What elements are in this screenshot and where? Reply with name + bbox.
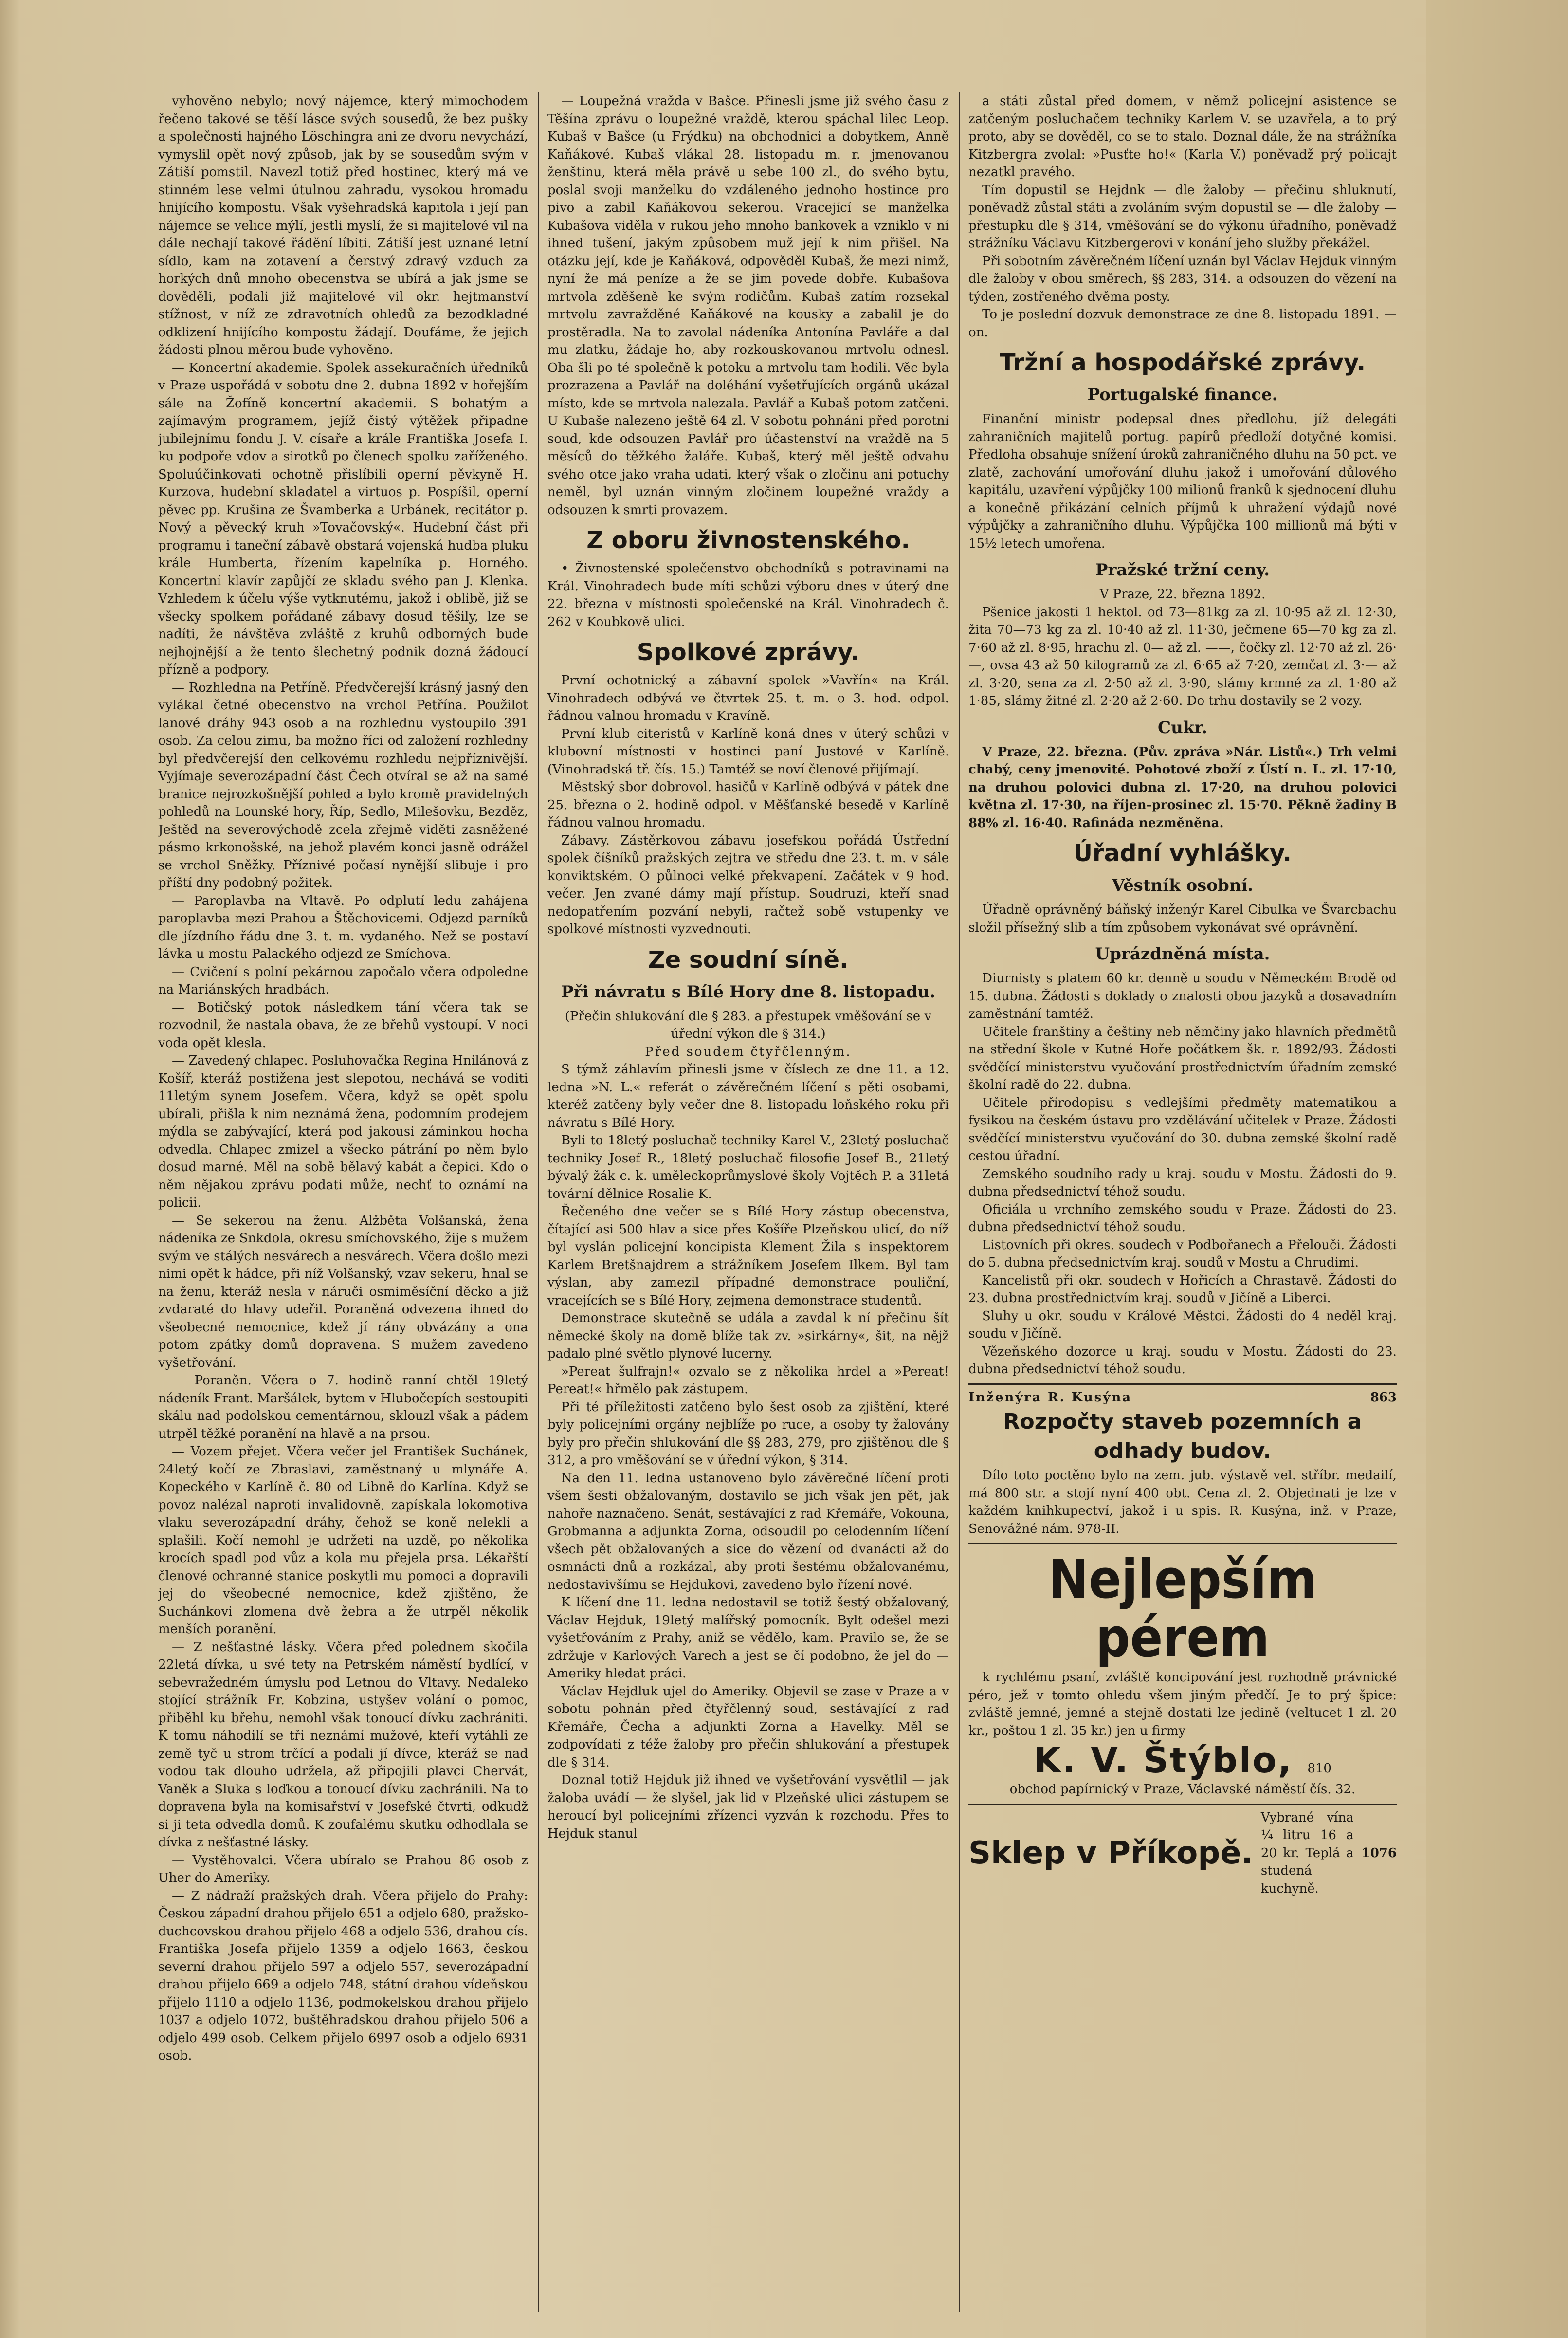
advert-stryblo bbox=[968, 1543, 1397, 1799]
vacancy-item: Vězeňského dozorce u kraj. soudu v Mostu. Žádosti do 23. dubna předsednictví téhož soudu. bbox=[968, 1344, 1397, 1377]
article-boticsky-potok: — Botičský potok následkem tání včera tak se rozvodnil, že nastala obava, že ze břehů vystoupí. V noci voda opět klesla. bbox=[158, 1000, 528, 1050]
article-heading-bila-hora: Při návratu s Bílé Hory dne 8. listopadu. bbox=[561, 982, 936, 1002]
article-vozem-prejet: — Vozem přejet. Včera večer jel František Suchánek, 24letý kočí ze Zbraslavi, zaměstnaný u mlynáře A. Kopeckého v Karlíně č. 80 od Libně do Karlína. Když se povoz nalézal naproti invalidovně, zapískala lokomotiva vlaku severozápadní dráhy, čehož se koně nelekli a splašili. Kočí nemohl je udržeti na uzdě, po několika krocích spadl pod vůz a kola mu přejela prsa. Lékařští členové ochranné stanice poskytli mu pomoci a dopravili jej do všeobecné nemocnice, kdež zjištěno, že Suchánkovi zlomena dvě žebra a že utrpěl několik menších poranění. bbox=[158, 1444, 528, 1637]
advert-address: obchod papírnický v Praze, Václavské náměstí čís. 32. bbox=[1009, 1782, 1356, 1797]
page-right-margin bbox=[1426, 0, 1568, 2338]
vacancy-item: Učitele franštiny a češtiny neb němčiny jako hlavních předmětů na střední škole v Kutné Hoře počátkem šk. r. 1892/93. Žádosti svědčící ministerstvu vyučování prostřednictvím úřadním zemské školní radě do 22. dubna. bbox=[968, 1024, 1397, 1092]
section-heading-zivnost: Z oboru živnostenského. bbox=[586, 527, 910, 554]
advert-number: 863 bbox=[1370, 1390, 1397, 1405]
column-2 bbox=[547, 92, 949, 2312]
spolkove-item: První ochotnický a zábavní spolek »Vavřín« na Král. Vinohradech odbývá ve čtvrtek 25. t. m. o 3. hod. odpol. řádnou valnou hromadu v Kravíně. bbox=[547, 673, 949, 723]
article-subheading: (Přečin shlukování dle § 283. a přestupek vměšování se v úřední výkon dle § 314.) bbox=[565, 1009, 932, 1041]
article-zatisi: vyhověno nebylo; nový nájemce, který mimochodem řečeno takové se těší lásce svých sousedů, že bez pušky a společnosti hajného Löschingra ani ze dvoru nevychází, vymyslil opět nový způsob, jak by se sousedům svým v Zátiší pomstil. Navezl totiž před hostinec, který má ve stinném lese velmi útulnou zahradu, vysokou hromadu hnijícího kompostu. Však vyšehradská kapitola i její pan nájemce se velice mýlí, jestli myslí, že si majitelové vil na dále nechají takové řádění líbiti. Zátiší jest uznané letní sídlo, kam na zotavení a čerstvý zdravý vzduch za horkých dnů mnoho obecenstva se ubírá a jak jsme se dověděli, podali již majitelové vil okr. hejtmanství stížnost, v níž ze zdravotních ohledů za bezodkladné odklizení hnijícího kompostu žádají. Doufáme, že jejich žádosti plnou měrou bude vyhověno. bbox=[158, 94, 528, 357]
bila-paragraph: K líčení dne 11. ledna nedostavil se totiž šestý obžalovaný, Václav Hejduk, 19letý malířský pomocník. Bylt odešel mezi vyšetřováním z Prahy, aniž se vědělo, kam. Pravilo se, že se zdržuje v Karlových Varech a jest se čí podobno, že jel do — Ameriky hledat práci. bbox=[547, 1595, 949, 1681]
vacancy-item: Učitele přírodopisu s vedlejšími předměty matematikou a fysikou na českém ústavu pro vzdělávání učitelek v Praze. Žádosti svědčící ministerstvu vyučování do 30. dubna zemské školní radě cestou úřadní. bbox=[968, 1095, 1397, 1163]
column-3 bbox=[968, 92, 1397, 2312]
spolkove-item: Městský sbor dobrovol. hasičů v Karlíně odbývá v pátek dne 25. března o 2. hodině odpol. v Měšťanské besedě v Karlíně řádnou valnou hromadu. bbox=[547, 780, 949, 830]
article-nestastna-laska: — Z nešťastné lásky. Včera před polednem skočila 22letá dívka, u své tety na Petrském náměstí bydlící, v sebevražedném úmyslu pod Letnou do Vltavy. Nedaleko stojící strážník Fr. Kobzina, ustyšev volání o pomoc, přiběhl ku břehu, nemohl však tonoucí dívku zachrániti. K tomu náhodilí se tři neznámí mužové, kteří vytáhli ze země tyč u strom trčící a podali jí dívce, kteráž se nad vodou tak dlouho udržela, až připojili plavci Chervát, Vaněk a Sluka s loďkou a tonoucí dívku zachránili. Na to dopravena byla na komisařství v Josefské čtvrti, odkudž si ji teta odvedla domů. K zoufalému skutku odhodlala se dívka z nešťastné lásky. bbox=[158, 1639, 528, 1850]
advert-title: Nejlepším pérem bbox=[1048, 1548, 1317, 1669]
advert-author: Inženýra R. Kusýna bbox=[968, 1390, 1132, 1405]
vacancy-item: Zemského soudního rady u kraj. soudu v Mostu. Žádosti do 9. dubna předsednictví téhož soudu. bbox=[968, 1166, 1397, 1199]
page-fold-shadow bbox=[0, 0, 19, 2338]
article-koncertni-akademie: — Koncertní akademie. Spolek assekuračních úředníků v Praze uspořádá v sobotu dne 2. dubna 1892 v hořejším sále na Žofíně koncertní akademii. S bohatým a zajímavým programem, jejíž čistý výtěžek připadne jubilejnímu fondu J. V. císaře a krále Františka Josefa I. ku podpoře vdov a sirotků po členech spolku zaříženého. Spoluúčinkovati ochotně přislíbili operní pěvkyně H. Kurzova, hudební skladatel a virtuos p. Pospíšil, operní pěvec pp. Krušina ze Švamberka a Urbánek, recitátor p. Nový a pěvecký kruh »Tovačovský«. Hudební část při programu i taneční zábavě obstará vojenská hudba pluku krále Humberta, řízením kapelníka p. Horného. Koncertní klavír zapůjčí ze skladu svého pan J. Klenka. Vzhledem k účelu výše vytknutému, jakož i oblibě, již se všecky spolkem pořádané zábavy dosud těšily, lze se nadíti, že návštěva zvláště z kruhů odborných bude nejhojnější a že tento šlechetný podnik dozná žádoucí přízně a podpory. bbox=[158, 360, 528, 677]
vacancy-item: Sluhy u okr. soudu v Králové Městci. Žádosti do 4 neděl kraj. soudu v Jičíně. bbox=[968, 1308, 1397, 1341]
subheading-trzni-ceny: Pražské tržní ceny. bbox=[1095, 560, 1270, 580]
subheading-portugalske: Portugalské finance. bbox=[1087, 385, 1278, 405]
bila-paragraph: Demonstrace skutečně se udála a zavdal k ní přečinu šít německé školy na domě blíže tak zv. »sirkárny«, šit, na nějž padalo plné světlo plynové lucerny. bbox=[547, 1311, 949, 1361]
advert-title: Sklep v Příkopě. bbox=[968, 1835, 1253, 1871]
section-heading-soud: Ze soudní síně. bbox=[648, 946, 849, 974]
article-continued: Při sobotním závěrečném líčení uznán byl Václav Hejduk vinným dle žaloby v obou směrech, §§ 283, 314. a odsouzen do vězení na týden, zostřeného dvěma posty. bbox=[968, 254, 1397, 304]
article-loupezna-vrazda: — Loupežná vražda v Bašce. Přinesli jsme již svého času z Těšína zprávu o loupežné vraždě, kterou spáchal lilec Leop. Kubaš v Bašce (u Frýdku) na obchodnici a dobytkem, Anně Kaňákové. Kubaš vlákal 28. listopadu m. r. jmenovanou ženštinu, která měla právě u sebe 100 zl., do svého bytu, poslal svoji manželku do vzdáleného jednoho hostince pro pivo a zabil Kaňákovou sekerou. Vracející se manželka Kubašova viděla v rukou jeho mnoho bankovek a vzniklo v ní ihned tušení, jakým způsobem muž její k nim přišel. Na otázku její, kde je Kaňáková, odpověděl Kubaš, že mezi nimž, nyní že má peníze a že se jim povede dobře. Kubašova mrtvola zděšeně ke svým rodičům. Kubaš zatím rozsekal mrtvolu zavražděné Kaňákové na kousky a zabalil je do prostěradla. Na to zavolal nádeníka Antonína Pavláře a dal mu zlatku, žádaje ho, aby rozkouskovanou mrtvolu odnesl. Oba šli po té společně k potoku a mrtvolu tam hodili. Věc byla prozrazena a Pavlář na doléhání vyšetřujících orgánů ukázal místo, kde se mrtvola nalezala. Pavlář a Kubaš potom zatčeni. U Kubaše nalezeno ještě 64 zl. V sobotu pohnáni před porotní soud, kde odsouzen Pavlář pro účastenství na vraždě na 5 měsíců do těžkého žaláře. Kubaš, který měl ještě odvahu svého otce jako vraha udati, který však o zločinu ani potuchy neměl, byl uznán vinným zločinem loupežné vraždy a odsouzen k smrti provazem. bbox=[547, 94, 949, 517]
vacancy-item: Oficiála u vrchního zemského soudu v Praze. Žádosti do 23. dubna předsednictví téhož soudu. bbox=[968, 1202, 1397, 1234]
advert-text: Vybrané vína ¼ litru 16 a 20 kr. Teplá a studená kuchyně. bbox=[1260, 1810, 1354, 1896]
advert-sklep bbox=[968, 1804, 1397, 1898]
column-rule bbox=[959, 92, 960, 2312]
advert-text: k rychlému psaní, zvláště koncipování jest rozhodně právnické péro, jež v tomto ohledu všem jiným předčí. Je to prý špice: zvláště jemné, jemné a stejně dostati lze jedině (veltucet 1 zl. 20 kr., poštou 1 zl. 35 kr.) jen u firmy bbox=[968, 1670, 1397, 1738]
article-continued: Tím dopustil se Hejdnk — dle žaloby — přečinu shluknutí, poněvadž zůstal státi a zvoláním svým dopustil se — dle žaloby — přestupku dle § 314, vměšování se do výkonu úřadního, poněvadž strážníku Václavu Kitzbergerovi v konání jeho služby překážel. bbox=[968, 183, 1397, 251]
advert-firm-name: K. V. Štýblo, bbox=[1034, 1740, 1293, 1781]
advert-title: Rozpočty staveb pozemních a odhady budov. bbox=[1003, 1409, 1362, 1463]
prices-date: V Praze, 22. března 1892. bbox=[1099, 587, 1266, 602]
spolkove-item: První klub citeristů v Karlíně koná dnes v úterý schůzi v klubovní místnosti v hostinci paní Justové v Karlíně. (Vinohradská tř. čís. 15.) Tamtéž se noví členové přijímají. bbox=[547, 726, 949, 777]
bila-paragraph: Na den 11. ledna ustanoveno bylo závěrečné líčení proti všem šesti obžalovaným, dostavilo se jich však jen pět, jak nahoře naznačeno. Senát, sestávající z rad Křemáře, Vokouna, Grobmanna a adjunkta Zorna, odsoudil po celodenním líčení všech pět obžalovaných a sice do vězení od dvanácti až do osmnácti dnů a rozkázal, aby proti šestému obžalovanému, nedostavivšímu se Hejdukovi, zavedeno bylo řízení nové. bbox=[547, 1471, 949, 1592]
bila-paragraph: Při té příležitosti zatčeno bylo šest osob za zjištění, které byly policejními orgány nejblíže po ruce, a osoby ty žalovány byly pro přečin shlukování dle §§ 283, 279, pro zjištěnou dle § 312, a pro vměšování se v úřední výkon, § 314. bbox=[547, 1399, 949, 1468]
bila-paragraph: S týmž záhlavím přinesli jsme v číslech ze dne 11. a 12. ledna »N. L.« referát o závěrečném líčení s pěti osobami, kteréž zatčeny byly večer dne 8. listopadu loňského roku při návratu s Bílé Hory. bbox=[547, 1062, 949, 1130]
article-cukr: V Praze, 22. března. (Pův. zpráva »Nár. Listů«.) Trh velmi chabý, ceny jmenovité. Pohotové zboží z Ústí n. L. zl. 17·10, na druhou polovici dubna zl. 17·20, na druhou polovici května zl. 17·30, na říjen-prosinec zl. 15·70. Pěkně žadiny B 88% zl. 16·40. Rafináda nezměněna. bbox=[968, 744, 1397, 830]
column-rule bbox=[538, 92, 539, 2312]
vacancy-item: Kancelistů při okr. soudech v Hořicích a Chrastavě. Žádosti do 23. dubna prostřednictvím kraj. soudů v Jičíně a Liberci. bbox=[968, 1273, 1397, 1306]
section-heading-trzni: Tržní a hospodářské zprávy. bbox=[999, 349, 1366, 376]
bila-paragraph: Doznal totiž Hejduk již ihned ve vyšetřování vysvětlil — jak žaloba uvádí — že slyšel, jak lid v Plzeňské ulici zástupem se heroucí byl policejními zřízenci vyzván k rozchodu. Přes to Hejduk stanul bbox=[547, 1773, 949, 1841]
article-rozhledna: — Rozhledna na Petříně. Předvčerejší krásný jasný den vylákal četné obecenstvo na vrchol Petřína. Použilot lanové dráhy 943 osob a na rozhlednu vystoupilo 391 osob. Za celou zimu, ba možno říci od založení rozhledny byl předvčerejší den celkovému rozhledu nejpříznivější. Vyjímaje severozápadní část Čech otvíral se až na samé branice nejrozkošnější pohled a bylo kromě pravidelných pohledů na Lounské hory, Říp, Sedlo, Milešovku, Bezděz, Ještěd na severovýchodě zcela zřejmě viděti zasněžené pásmo krkonošské, na jehož plavém konci jasně odrážel se vrchol Sněžky. Příznivé počasí nynější slibuje i pro příští dny podobný požitek. bbox=[158, 680, 528, 890]
bila-paragraph: Václav Hejdluk ujel do Ameriky. Objevil se zase v Praze a v sobotu pohnán před čtyřčlenný soud, sestávající z rad Křemáře, Čecha a adjunkti Zorna a Havelky. Měl se zodpovídati z téže žaloby pro přečin shlukování a přestupek dle § 314. bbox=[547, 1684, 949, 1770]
section-heading-vyhlasky: Úřadní vyhlášky. bbox=[1074, 840, 1292, 867]
vestnik-item: Úřadně oprávněný báňský inženýr Karel Cibulka ve Švarcbachu složil přísežný slib a tím způsobem vykonávat své oprávnění. bbox=[968, 902, 1397, 935]
article-continued: a státi zůstal před domem, v němž policejní asistence se zatčeným posluchačem techniky Karlem V. se uzavřela, a to prý proto, aby se dověděl, co se to stalo. Doznal dále, že na strážníka Kitzbergra zvolal: »Pusťte ho!« (Karla V.) poněvadž prý policajt nezatkl pravého. bbox=[968, 94, 1397, 180]
article-cviceni: — Cvičení s polní pekárnou započalo včera odpoledne na Mariánských hradbách. bbox=[158, 964, 528, 997]
advert-number: 810 bbox=[1307, 1761, 1331, 1776]
article-portugalske-finance: Finanční ministr podepsal dnes předlohu, jíž delegáti zahraničních majitelů portug. papírů předloží dotyčné komisi. Předloha obsahuje snížení úroků zahraničného dluhu na 50 pct. ve zlatě, zachování umořování dluhu jakož i umořování důlového kapitálu, uzavření výpůjčky 100 milionů franků k sjednocení dluhu a konečně přikázání celních příjmů k uhražení výdajů nové výpůjčky a zahraničního dluhu. Výpůjčka 100 millionů má býti v 15½ letech umořena. bbox=[968, 412, 1397, 551]
article-se-sekerou: — Se sekerou na ženu. Alžběta Volšanská, žena nádeníka ze Snkdola, okresu smíchovského, žije s mužem svým ve stálých nesvárech a nesvárech. Včera došlo mezi nimi opět k hádce, při níž Volšanský, vzav sekeru, hnal se na ženu, kteráž nesla v náruči osmiměsíční děcko a již zvdaraté do hlavy udeřil. Poraněná odvezena ihned do všeobecné nemocnice, kdež jí rány obvázány a ona potom zpátky domů dopravena. S mužem zavedeno vyšetřování. bbox=[158, 1213, 528, 1370]
vacancy-item: Listovních při okres. soudech v Podbořanech a Přelouči. Žádosti do 5. dubna předsednictvím kraj. soudů v Mostu a Chrudimi. bbox=[968, 1237, 1397, 1270]
advert-text: Dílo toto poctěno bylo na zem. jub. výstavě vel. stříbr. medailí, má 800 str. a stojí nyní 400 obt. Cena zl. 2. Objednati je lze v každém knihkupectví, jakož i u spis. R. Kusýna, inž. v Praze, Senovážné nám. 978-II. bbox=[968, 1468, 1397, 1536]
article-prazske-ceny: Pšenice jakosti 1 hektol. od 73—81kg za zl. 10·95 až zl. 12·30, žita 70—73 kg za zl. 10·40 až zl. 11·30, ječmene 65—70 kg za zl. 7·60 až zl. 8·95, hrachu zl. 0— až zl. ——, čočky zl. 12·70 až zl. 26·—, ovsa 43 až 50 kilogramů za zl. 6·65 až 7·20, zemčat zl. 3·— až zl. 3·20, sena za zl. 2·50 až zl. 3·90, slámy krmné za zl. 1·80 až 1·85, slámy žitné zl. 2·20 až 2·60. Do trhu dostavily se 2 vozy. bbox=[968, 605, 1397, 708]
advert-number: 1076 bbox=[1361, 1845, 1397, 1860]
article-zavedeny-chlapec: — Zavedený chlapec. Posluhovačka Regina Hnilánová z Košíř, kteráž postižena jest slepotou, nechává se voditi 11letým synem Josefem. Včera, když se opět spolu ubírali, přišla k nim neznámá žena, podomním prodejem mýdla se zabývající, která pod jakousi záminkou hocha odvedla. Chlapec zmizel a všecko pátrání po něm bylo dosud marné. Měl na sobě bělavý kabát a čepici. Kdo o něm nějakou zprávu podati může, nechť to oznámí na policii. bbox=[158, 1053, 528, 1210]
section-heading-spolkove: Spolkové zprávy. bbox=[637, 639, 860, 666]
column-1 bbox=[158, 92, 528, 2312]
article-continued: To je poslední dozvuk demonstrace ze dne 8. listopadu 1891. —on. bbox=[968, 307, 1397, 340]
article-paroplavba: — Paroplavba na Vltavě. Po odplutí ledu zahájena paroplavba mezi Prahou a Štěchovicemi. Odjezd parníků dle jízdního řádu dne 3. t. m. vydaného. Než se postaví lávka u mostu Palackého odjezd ze Smíchova. bbox=[158, 893, 528, 961]
subheading-vestnik: Věstník osobní. bbox=[1112, 876, 1254, 895]
advert-kusyn bbox=[968, 1383, 1397, 1538]
bila-paragraph: Byli to 18letý posluchač techniky Karel V., 23letý posluchač techniky Josef R., 18letý posluchač filosofie Josef B., 21letý bývalý žák c. k. uměleckoprůmyslové školy Vojtěch P. a 31letá tovární dělnice Rosalie K. bbox=[547, 1133, 949, 1201]
vacancy-item: Diurnisty s platem 60 kr. denně u soudu v Německém Brodě od 15. dubna. Žádosti s doklady o znalosti obou jazyků a dosavadním zaměstnání tamtéž. bbox=[968, 971, 1397, 1021]
subheading-uprazdnena: Uprázdněná místa. bbox=[1095, 944, 1270, 964]
subheading-cukr: Cukr. bbox=[1158, 718, 1207, 737]
article-poranen: — Poraněn. Včera o 7. hodině ranní chtěl 19letý nádeník Frant. Maršálek, bytem v Hlubočepích sestoupiti skálu nad podolskou cementárnou, sklouzl však a pádem utrpěl těžké poranění na hlavě a na prsou. bbox=[158, 1373, 528, 1441]
spolkove-item: Zábavy. Zástěrkovou zábavu josefskou pořádá Ústřední spolek číšníků pražských zejtra ve středu dne 23. t. m. v sále konviktském. O půlnoci velké překvapení. Začátek v 9 hod. večer. Jen zvané dámy mají přístup. Soudruzi, kteří snad nedopatřením pozvání nebyli, račtež sobě vstupenky ve spolkové místnosti vyzvednouti. bbox=[547, 833, 949, 937]
article-vystehovalci: — Vystěhovalci. Včera ubíralo se Prahou 86 osob z Uher do Ameriky. bbox=[158, 1853, 528, 1885]
article-nadrazi: — Z nádraží pražských drah. Včera přijelo do Prahy: Českou západní drahou přijelo 651 a odjelo 680, pražsko-duchcovskou drahou přijelo 468 a odjelo 536, drahou cís. Františka Josefa přijelo 1359 a odjelo 1663, českou severní drahou přijelo 597 a odjelo 557, severozápadní drahou přijelo 669 a odjelo 748, státní drahou vídeňskou přijelo 1110 a odjelo 1136, podmokelskou drahou přijelo 1037 a odjelo 1072, buštěhradskou drahou přijelo 506 a odjelo 499 osob. Celkem přijelo 6997 osob a odjelo 6931 osob. bbox=[158, 1888, 528, 2063]
bila-paragraph: »Pereat šulfrajn!« ozvalo se z několika hrdel a »Pereat! Pereat!« hřmělo pak zástupem. bbox=[547, 1364, 949, 1397]
bila-paragraph: Řečeného dne večer se s Bílé Hory zástup obecenstva, čítající asi 500 hlav a sice přes Košíře Plzeňskou ulicí, do níž byl vyslán policejní koncipista Klement Žila s inspektorem Karlem Bretšnajdrem a strážníkem Josefem Ilkem. Byl tam výslan, aby zamezil případné demonstrace pouliční, vracejících se s Bílé Hory, zejmena demonstrace studentů. bbox=[547, 1204, 949, 1308]
zivnost-item: • Živnostenské společenstvo obchodníků s potravinami na Král. Vinohradech bude míti schůzi výboru dnes v úterý dne 22. března v místnosti společenské na Král. Vinohradech č. 262 v Koubkově ulici. bbox=[547, 561, 949, 629]
article-subheading-court: Před soudem čtyřčlenným. bbox=[645, 1044, 852, 1059]
